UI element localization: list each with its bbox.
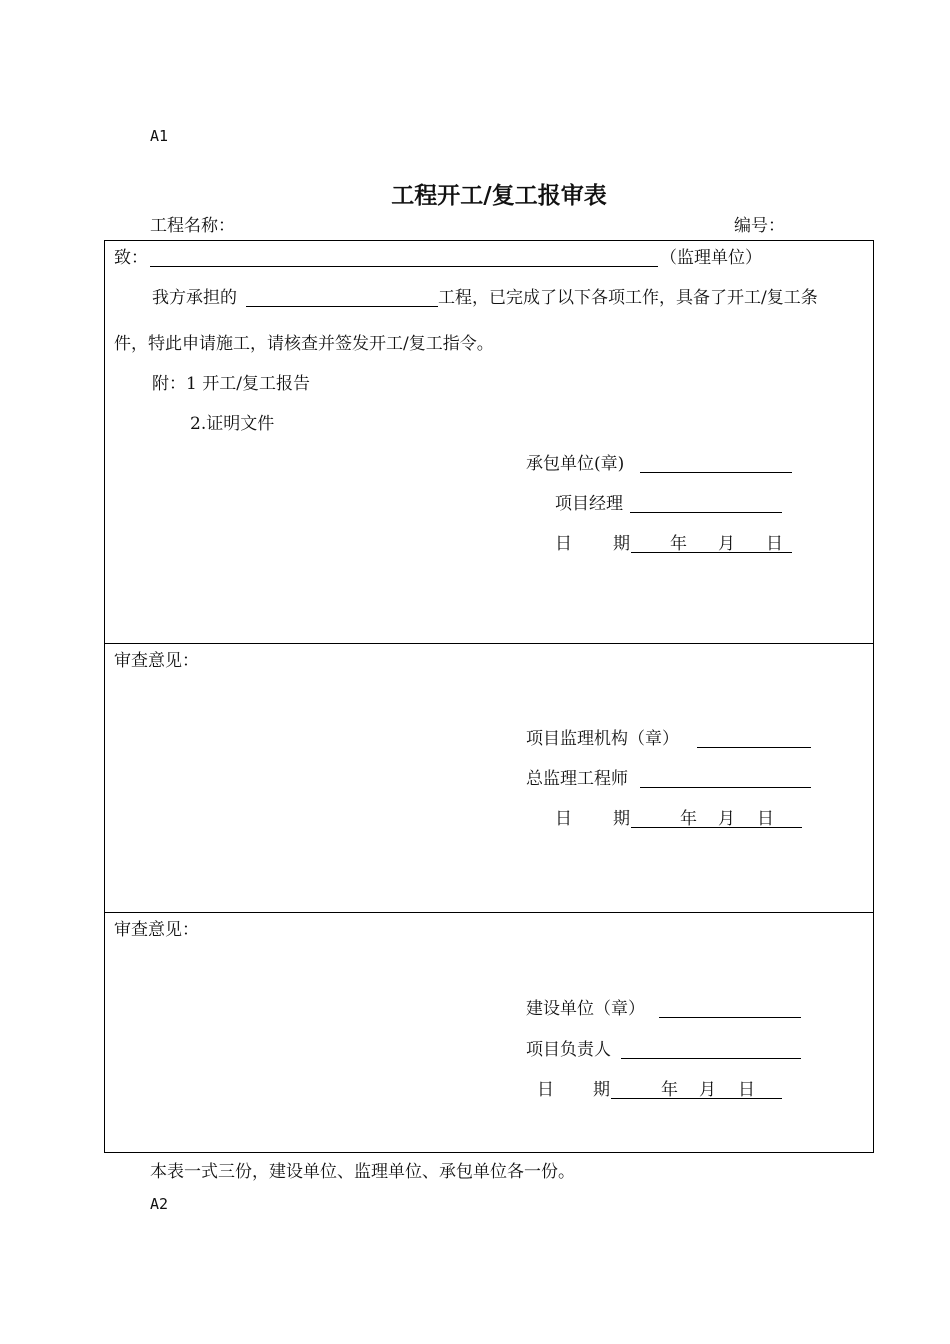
date-field-2[interactable]	[631, 808, 802, 828]
date-day-3: 日	[738, 1080, 755, 1100]
supervision-org-field[interactable]	[697, 728, 811, 748]
supervision-unit-suffix: （监理单位）	[660, 248, 762, 268]
date-month-2: 月	[718, 809, 735, 829]
copies-note: 本表一式三份，建设单位、监理单位、承包单位各一份。	[150, 1162, 575, 1182]
date-label-char1-3: 日	[537, 1080, 554, 1100]
project-leader-label: 项目负责人	[526, 1040, 611, 1060]
chief-engineer-label: 总监理工程师	[526, 769, 628, 789]
date-year-1: 年	[670, 534, 687, 554]
date-month-3: 月	[699, 1080, 716, 1100]
attachment-1: 附：1 开工/复工报告	[152, 374, 310, 394]
date-field-3[interactable]	[611, 1079, 782, 1099]
project-manager-label: 项目经理	[555, 494, 623, 514]
owner-unit-field[interactable]	[659, 998, 801, 1018]
date-label-char2: 期	[613, 534, 630, 554]
date-label-char2-2: 期	[613, 809, 630, 829]
date-day-2: 日	[757, 809, 774, 829]
body-text-part2: 工程，已完成了以下各项工作，具备了开工/复工条	[438, 288, 818, 308]
contractor-unit-field[interactable]	[640, 453, 792, 473]
date-label-char2-3: 期	[593, 1080, 610, 1100]
review-opinion-label-1: 审查意见：	[114, 651, 199, 671]
chief-engineer-field[interactable]	[640, 768, 811, 788]
date-day-1: 日	[766, 534, 783, 554]
supervision-org-label: 项目监理机构（章）	[526, 729, 679, 749]
date-year-3: 年	[661, 1080, 678, 1100]
project-field[interactable]	[246, 287, 438, 307]
number-label: 编号：	[734, 216, 785, 236]
form-code-top: A1	[150, 127, 169, 145]
review-opinion-label-2: 审查意见：	[114, 920, 199, 940]
project-leader-field[interactable]	[621, 1039, 801, 1059]
attachment-2: 2.证明文件	[190, 414, 275, 434]
supervision-unit-field[interactable]	[150, 247, 658, 267]
page-title: 工程开工/复工报审表	[391, 183, 607, 209]
body-text-part1: 我方承担的	[152, 288, 237, 308]
section-divider-2	[105, 912, 873, 913]
date-year-2: 年	[680, 809, 697, 829]
owner-unit-label: 建设单位（章）	[526, 999, 645, 1019]
project-manager-field[interactable]	[630, 493, 782, 513]
to-label: 致：	[114, 248, 148, 268]
date-month-1: 月	[718, 534, 735, 554]
section-divider-1	[105, 643, 873, 644]
date-label-char1-2: 日	[555, 809, 572, 829]
project-name-label: 工程名称：	[150, 216, 235, 236]
form-code-bottom: A2	[150, 1195, 169, 1213]
date-label-char1: 日	[555, 534, 572, 554]
body-text-line2: 件，特此申请施工，请核查并签发开工/复工指令。	[114, 334, 494, 354]
contractor-unit-label: 承包单位(章)	[526, 454, 625, 474]
